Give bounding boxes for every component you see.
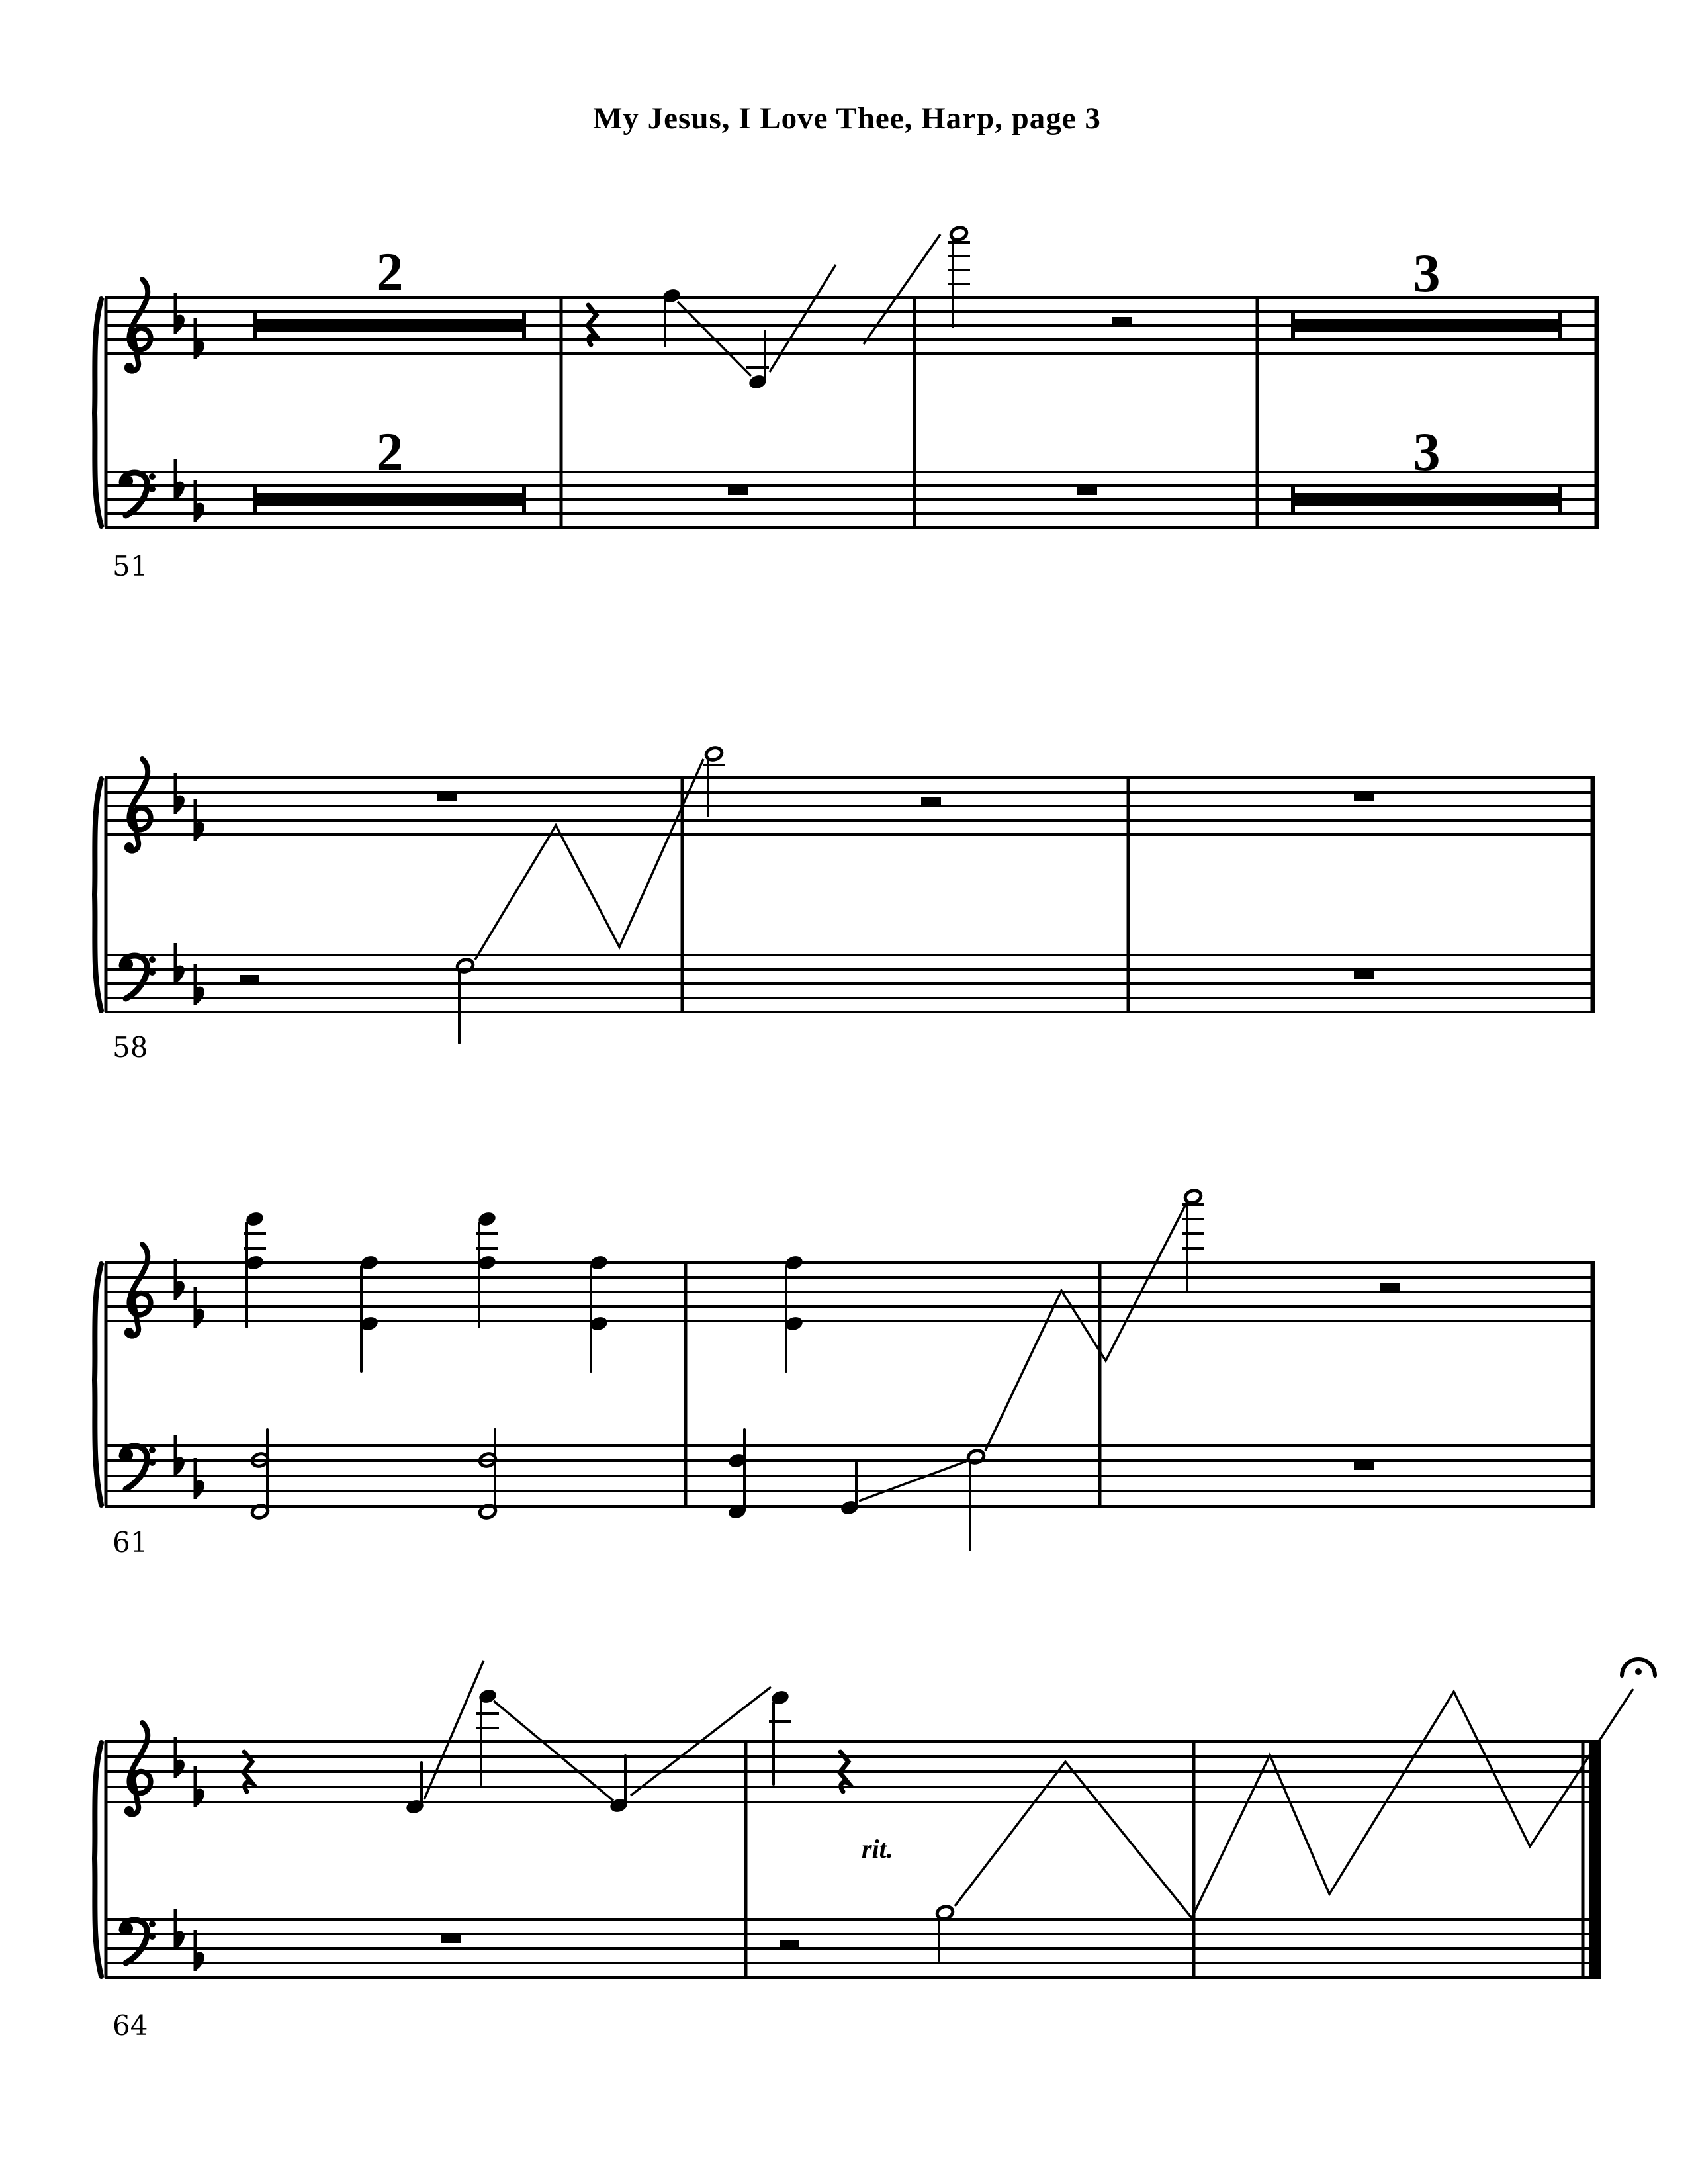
flat-icon <box>175 459 185 500</box>
whole-rest-icon <box>1354 793 1374 801</box>
whole-rest-icon <box>1354 1461 1374 1470</box>
whole-rest-icon <box>437 793 457 801</box>
bass-clef-icon <box>121 1920 156 1963</box>
multirest-bass <box>1293 422 1560 514</box>
half-rest-icon <box>780 1940 799 1948</box>
chord-high <box>476 1210 498 1327</box>
chord-low <box>784 1254 805 1371</box>
bass-note-with-gliss <box>840 1202 1187 1550</box>
bass-clef-icon <box>121 1446 156 1489</box>
flat-icon <box>175 1435 185 1476</box>
chord-high <box>244 1210 266 1327</box>
system-brace <box>95 299 101 526</box>
glissando-line <box>859 1461 966 1501</box>
flat-icon <box>195 1458 204 1499</box>
gliss-figure <box>405 1661 771 1815</box>
multirest-count: 3 <box>1413 243 1441 303</box>
bass-half-note-with-gliss <box>936 1905 954 1960</box>
system-brace <box>95 1743 101 1976</box>
bass-half-note-with-gliss <box>456 759 703 1043</box>
multirest-bass <box>255 422 524 514</box>
system-brace <box>95 1264 101 1505</box>
glissando-line <box>424 1661 484 1799</box>
whole-rest-icon <box>1077 486 1097 495</box>
half-rest-icon <box>1380 1283 1400 1292</box>
whole-rest-icon <box>441 1934 461 1943</box>
multirest-treble <box>1293 243 1560 340</box>
bass-staff-lines <box>105 1919 1601 1978</box>
bass-clef-icon <box>121 956 156 999</box>
system-3 <box>95 1189 1595 1559</box>
ledger-line <box>1182 1205 1204 1248</box>
chord-low <box>589 1254 609 1371</box>
ledger-line <box>948 242 970 284</box>
measure-number: 64 <box>112 2009 148 2042</box>
system-2 <box>95 746 1595 1064</box>
system-1 <box>95 226 1599 582</box>
half-rest-icon <box>240 975 259 983</box>
whole-rest-icon <box>1354 970 1374 979</box>
bass-staff-lines <box>105 955 1595 1012</box>
high-quarter-note <box>769 1689 791 1784</box>
multirest-count: 2 <box>376 422 404 482</box>
fermata-icon <box>1622 1659 1655 1676</box>
glissando-line <box>864 234 940 344</box>
bass-staff-lines <box>105 1445 1595 1506</box>
system-4 <box>95 1659 1655 2042</box>
half-rest-icon <box>921 797 941 806</box>
multirest-treble <box>255 242 524 340</box>
flat-icon <box>195 1930 204 1971</box>
rit-marking: rit. <box>862 1834 893 1864</box>
final-double-barline <box>1583 1741 1601 1978</box>
glissando-line <box>770 265 836 372</box>
flat-icon <box>175 1909 185 1950</box>
chord-low <box>359 1254 380 1371</box>
treble-staff-lines <box>105 778 1595 835</box>
flat-icon <box>175 1259 185 1300</box>
bass-clef-icon <box>121 473 156 516</box>
page-title: My Jesus, I Love Thee, Harp, page 3 <box>593 101 1101 136</box>
flat-icon <box>175 943 185 984</box>
half-rest-icon <box>1112 317 1132 326</box>
multirest-count: 3 <box>1413 422 1441 482</box>
treble-staff-lines <box>105 1741 1601 1802</box>
treble-staff-lines <box>105 1263 1595 1321</box>
measure-number: 61 <box>112 1526 148 1559</box>
measure-number: 58 <box>112 1031 148 1064</box>
whole-rest-icon <box>728 486 748 495</box>
multirest-count: 2 <box>376 242 404 302</box>
system-brace <box>95 779 101 1011</box>
measure-number: 51 <box>112 550 148 582</box>
glissando-line <box>475 759 703 960</box>
glissando-line <box>985 1202 1187 1451</box>
